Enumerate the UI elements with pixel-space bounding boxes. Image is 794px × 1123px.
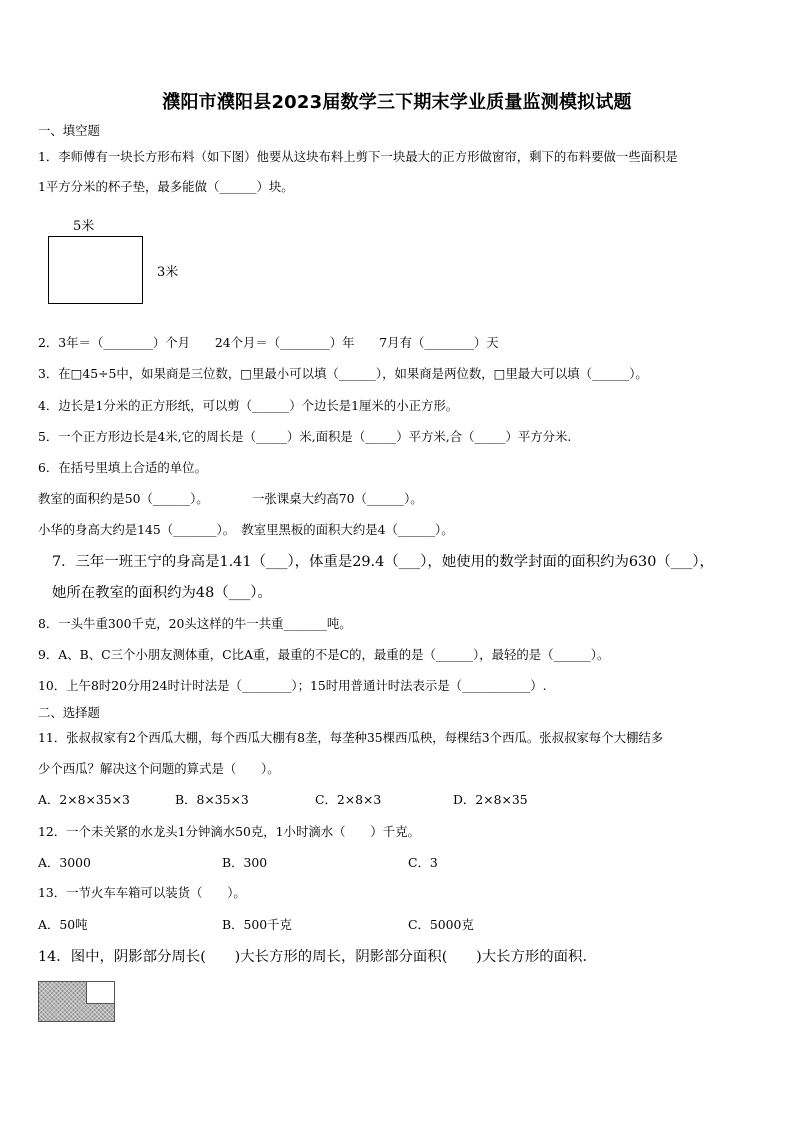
question-12-stem: 12．一个未关紧的水龙头1分钟滴水50克，1小时滴水（ ）千克。 bbox=[38, 824, 420, 839]
question-6-stem: 6．在括号里填上合适的单位。 bbox=[38, 460, 207, 475]
question-13-option-c: C．5000克 bbox=[408, 917, 474, 932]
question-11-option-c: C．2×8×3 bbox=[315, 792, 382, 807]
question-6-line-2: 小华的身高大约是145（_______）。 教室里黑板的面积大约是4（______）。 bbox=[38, 522, 454, 537]
question-11-line-1: 11．张叔叔家有2个西瓜大棚，每个西瓜大棚有8垄，每垄种35棵西瓜秧，每棵结3个西瓜。张叔叔家每个大棚结多 bbox=[38, 730, 664, 745]
question-11-option-d: D．2×8×35 bbox=[453, 792, 528, 807]
question-13-option-b: B．500千克 bbox=[222, 917, 292, 932]
rectangle-width-label: 3米 bbox=[157, 265, 179, 280]
question-13-stem: 13．一节火车车箱可以装货（ ）。 bbox=[38, 885, 246, 900]
question-7-line-1: 7．三年一班王宁的身高是1.41（___），体重是29.4（___），她使用的数学封面的面积约为630（___）， bbox=[52, 554, 714, 570]
question-5: 5．一个正方形边长是4米,它的周长是（_____）米,面积是（_____）平方米,合（_____）平方分米. bbox=[38, 429, 572, 444]
question-8: 8．一头牛重300千克，20头这样的牛一共重_______吨。 bbox=[38, 616, 352, 631]
question-3: 3．在□45÷5中，如果商是三位数，□里最小可以填（______），如果商是两位数，□里最大可以填（______）。 bbox=[38, 366, 648, 381]
question-10: 10．上午8时20分用24时计时法是（________）；15时用普通计时法表示是（___________）. bbox=[38, 678, 547, 693]
question-11-option-a: A．2×8×35×3 bbox=[38, 792, 130, 807]
unshaded-corner-cutout bbox=[86, 981, 115, 1004]
question-12-option-a: A．3000 bbox=[38, 855, 91, 870]
question-7-line-2: 她所在教室的面积约为48（___）。 bbox=[52, 585, 272, 601]
question-13-option-a: A．50吨 bbox=[38, 917, 88, 932]
question-12-option-c: C．3 bbox=[408, 855, 438, 870]
section-fill-heading: 一、填空题 bbox=[38, 123, 100, 138]
question-2: 2．3年＝（________）个月 24个月＝（________）年 7月有（________）天 bbox=[38, 335, 499, 350]
question-12-option-b: B．300 bbox=[222, 855, 268, 870]
question-11-line-2: 少个西瓜？解决这个问题的算式是（ ）。 bbox=[38, 761, 280, 776]
question-9: 9．A、B、C三个小朋友测体重，C比A重，最重的不是C的，最重的是（______），最轻的是（______）。 bbox=[38, 647, 610, 662]
fabric-rectangle-diagram bbox=[48, 236, 143, 304]
question-4: 4．边长是1分米的正方形纸，可以剪（______）个边长是1厘米的小正方形。 bbox=[38, 398, 459, 413]
question-14: 14．图中，阴影部分周长( )大长方形的周长，阴影部分面积( )大长方形的面积． bbox=[38, 949, 597, 965]
question-6-line-1: 教室的面积约是50（______）。 一张课桌大约高70（______）。 bbox=[38, 491, 423, 506]
rectangle-length-label: 5米 bbox=[73, 219, 95, 234]
section-choice-heading: 二、选择题 bbox=[38, 705, 100, 720]
question-1-line-1: 1．李师傅有一块长方形布料（如下图）他要从这块布料上剪下一块最大的正方形做窗帘，剩下的布料要做一些面积是 bbox=[38, 149, 678, 164]
question-1-line-2: 1平方分米的杯子垫，最多能做（______）块。 bbox=[38, 179, 294, 194]
question-11-option-b: B．8×35×3 bbox=[175, 792, 249, 807]
page-title: 濮阳市濮阳县2023届数学三下期末学业质量监测模拟试题 bbox=[162, 92, 632, 113]
